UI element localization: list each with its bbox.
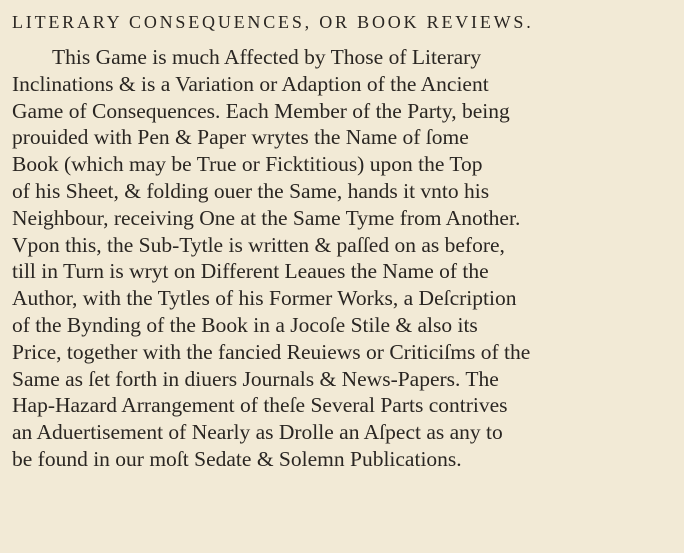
paragraph-line: of his Sheet, & folding ouer the Same, hands it vnto his xyxy=(12,178,490,203)
paragraph-line: be found in our moſt Sedate & Solemn Publications. xyxy=(12,446,462,471)
paragraph-line: Neighbour, receiving One at the Same Tyme from Another. xyxy=(12,205,521,230)
body-paragraph xyxy=(12,44,670,473)
paragraph-line: This Game is much Affected by Those of Literary xyxy=(52,45,482,69)
paragraph-line: an Aduertisement of Nearly as Drolle an Aſpect as any to xyxy=(12,420,503,445)
paragraph-line: prouided with Pen & Paper wrytes the Name of ſome xyxy=(12,125,469,150)
paragraph-line: Author, with the Tytles of his Former Works, a Deſcription xyxy=(12,286,517,311)
paragraph-line: of the Bynding of the Book in a Jocoſe Stile & also its xyxy=(12,312,478,337)
paragraph-line: till in Turn is wryt on Different Leaues the Name of the xyxy=(12,259,489,284)
paragraph-line: Game of Consequences. Each Member of the Party, being xyxy=(12,98,510,123)
paragraph-line: Vpon this, the Sub-Tytle is written & paſſed on as before, xyxy=(12,232,505,257)
paragraph-line: Book (which may be True or Ficktitious) upon the Top xyxy=(12,152,483,177)
paragraph-line: Price, together with the fancied Reuiews or Criticiſms of the xyxy=(12,339,531,364)
section-heading: LITERARY CONSEQUENCES, OR BOOK REVIEWS. xyxy=(12,12,534,32)
paragraph-line: Inclinations & is a Variation or Adaption of the Ancient xyxy=(12,71,489,96)
paragraph-line: Same as ſet forth in diuers Journals & News-Papers. The xyxy=(12,366,499,391)
paragraph-line: Hap-Hazard Arrangement of theſe Several Parts contrives xyxy=(12,393,508,418)
